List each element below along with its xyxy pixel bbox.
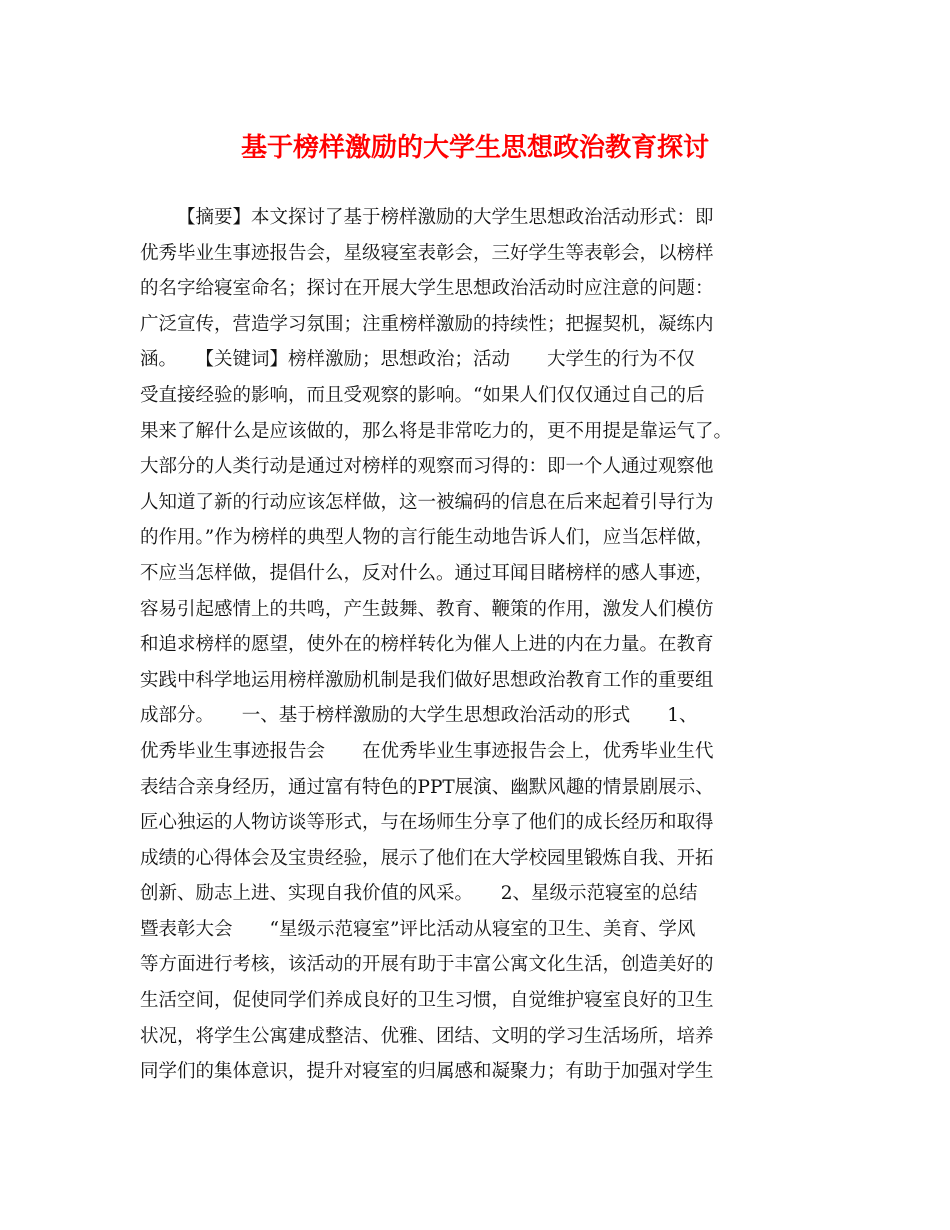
paragraph-line: 不应当怎样做，提倡什么，反对什么。通过耳闻目睹榜样的感人事迹， [140, 562, 714, 584]
paragraph-line: 表结合亲身经历，通过富有特色的PPT展演、幽默风趣的情景剧展示、 [140, 776, 714, 798]
paragraph-line: 暨表彰大会 “星级示范寝室”评比活动从寝室的卫生、美育、学风 [140, 918, 696, 940]
paragraph-line: 涵。 【关键词】榜样激励；思想政治；活动 大学生的行为不仅 [140, 349, 696, 371]
document-title: 基于榜样激励的大学生思想政治教育探讨 [240, 133, 709, 163]
paragraph-line: 容易引起感情上的共鸣，产生鼓舞、教育、鞭策的作用，激发人们模仿 [140, 598, 714, 620]
paragraph-line: 和追求榜样的愿望，使外在的榜样转化为催人上进的内在力量。在教育 [140, 634, 714, 656]
paragraph-line: 的作用。”作为榜样的典型人物的言行能生动地告诉人们，应当怎样做， [140, 527, 714, 549]
paragraph-line: 状况，将学生公寓建成整洁、优雅、团结、文明的学习生活场所，培养 [140, 1025, 714, 1047]
paragraph-line: 的名字给寝室命名；探讨在开展大学生思想政治活动时应注意的问题： [140, 278, 714, 300]
paragraph-line: 优秀毕业生事迹报告会，星级寝室表彰会，三好学生等表彰会，以榜样 [140, 242, 714, 264]
paragraph-line: 广泛宣传，营造学习氛围；注重榜样激励的持续性；把握契机，凝练内 [140, 313, 714, 335]
paragraph-line: 【摘要】本文探讨了基于榜样激励的大学生思想政治活动形式：即 [177, 207, 714, 228]
paragraph-line: 同学们的集体意识，提升对寝室的归属感和凝聚力；有助于加强对学生 [140, 1061, 714, 1083]
paragraph-line: 大部分的人类行动是通过对榜样的观察而习得的：即一个人通过观察他 [140, 456, 714, 478]
paragraph-line: 实践中科学地运用榜样激励机制是我们做好思想政治教育工作的重要组 [140, 669, 714, 691]
document-body [140, 200, 830, 1090]
paragraph-line: 创新、励志上进、实现自我价值的风采。 2、星级示范寝室的总结 [140, 883, 698, 905]
paragraph-line: 人知道了新的行动应该怎样做，这一被编码的信息在后来起着引导行为 [140, 491, 714, 513]
paragraph-line: 成绩的心得体会及宝贵经验，展示了他们在大学校园里锻炼自我、开拓 [140, 847, 714, 869]
paragraph-line: 果来了解什么是应该做的，那么将是非常吃力的，更不用提是靠运气了。 [140, 420, 733, 442]
paragraph-line: 成部分。 一、基于榜样激励的大学生思想政治活动的形式 1、 [140, 705, 698, 727]
paragraph-line: 生活空间，促使同学们养成良好的卫生习惯，自觉维护寝室良好的卫生 [140, 990, 714, 1012]
paragraph-line: 优秀毕业生事迹报告会 在优秀毕业生事迹报告会上，优秀毕业生代 [140, 740, 714, 762]
paragraph-line: 匠心独运的人物访谈等形式，与在场师生分享了他们的成长经历和取得 [140, 812, 714, 834]
paragraph-line: 受直接经验的影响，而且受观察的影响。“如果人们仅仅通过自己的后 [140, 384, 705, 406]
paragraph-line: 等方面进行考核，该活动的开展有助于丰富公寓文化生活，创造美好的 [140, 954, 714, 976]
